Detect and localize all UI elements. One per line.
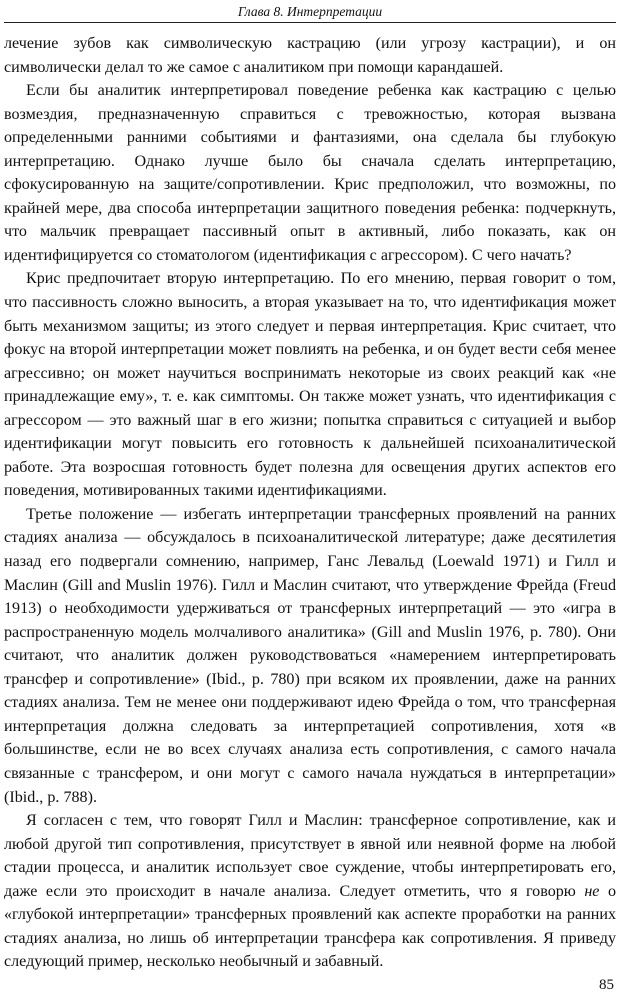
paragraph-5 <box>4 809 616 974</box>
page-number: 85 <box>599 977 614 993</box>
header-rule <box>4 22 616 23</box>
body-text <box>4 32 616 974</box>
paragraph-1 <box>4 32 616 79</box>
paragraph-text: Третье положение — избегать интерпретации трансферных проявлений на ранних стадиях анализа — обсуждалось в психоаналитической литературе; даже десятилетия назад его подвергали сомнению, например, Ганс Левальд (Loewald 1971) и Гилл и Маслин (Gill and Muslin 1976). Гилл и Маслин считают, что утверждение Фрейда (Freud 1913) о необходимости удерживаться от трансферных интерпретаций — это «игра в распространенную модель молчаливого аналитика» (Gill and Muslin 1976, p. 780). Они считают, что аналитик должен руководствоваться «намерением интерпретировать трансфер и сопротивление» (Ibid., p. 780) при всяком их проявлении, даже на ранних стадиях анализа. Тем не менее они поддерживают идею Фрейда о том, что трансферная интерпретация должна следовать за интерпретацией сопротивления, хотя «в большинстве, если не во всех случаях анализа есть сопротивления, с самого начала связанные с трансфером, и они могут с самого начала нуждаться в интерпретации» (Ibid., p. 788). <box>4 505 616 806</box>
paragraph-text: Если бы аналитик интерпретировал поведение ребенка как кастрацию с целью возмездия, предназначенную справиться с тревожностью, которая вызвана определенными ранними событиями и фантазиями, она сделала бы глубокую интерпретацию. Однако лучше было бы сначала сделать интерпретацию, сфокусированную на защите/сопротивлении. Крис предположил, что возможны, по крайней мере, два способа интерпретации защитного поведения ребенка: подчеркнуть, что мальчик превращает пассивный опыт в активный, либо показать, как он идентифицируется со стоматологом (идентификация с агрессором). С чего начать? <box>4 82 616 264</box>
emphasis-not: не <box>584 882 600 900</box>
paragraph-2 <box>4 79 616 267</box>
paragraph-text: лечение зубов как символическую кастрацию (или угрозу кастрации), и он символически делал то же самое с аналитиком при помощи карандашей. <box>4 35 616 76</box>
paragraph-3 <box>4 267 616 502</box>
running-head: Глава 8. Интерпретации <box>237 4 383 19</box>
paragraph-4 <box>4 503 616 809</box>
paragraph-text: Крис предпочитает вторую интерпретацию. По его мнению, первая говорит о том, что пассивность сложно выносить, а вторая указывает на то, что идентификация может быть механизмом защиты; из этого следует и первая интерпретация. Крис считает, что фокус на второй интерпретации может повлиять на ребенка, и он будет вести себя менее агрессивно; он может научиться воспринимать некоторые из своих реакций как «не принадлежащие ему», т. е. как симптомы. Он также может узнать, что идентификация с агрессором — это важный шаг в его жизни; попытка справиться с ситуацией и выбор идентификации могут повысить его готовность к дальнейшей психоаналитической работе. Эта возросшая готовность будет полезна для освещения других аспектов его поведения, мотивированных такими идентификациями. <box>4 270 616 500</box>
paragraph-text: Я согласен с тем, что говорят Гилл и Маслин: трансферное сопротивление, как и любой другой тип сопротивления, присутствует в явной или неявной форме на любой стадии процесса, и аналитик использует свое суждение, чтобы интерпретировать его, даже если это происходит в начале анализа. Следует отметить, что я говорю <box>4 812 616 900</box>
paragraph-text: о «глубокой интерпретации» трансферных проявлений как аспекте проработки на ранних стадиях анализа, но лишь об интерпретации трансфера как сопротивления. Я приведу следующий пример, несколько необычный и забавный. <box>4 882 616 971</box>
